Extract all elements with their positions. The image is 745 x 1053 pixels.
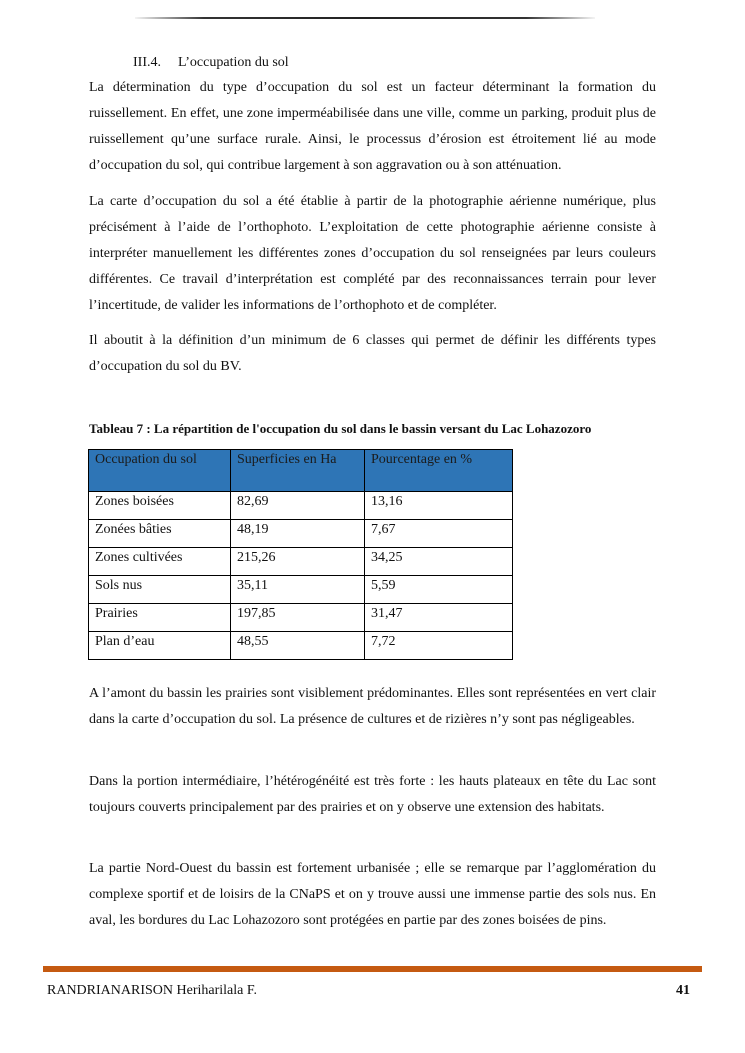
header-rule: [135, 17, 595, 19]
paragraph-5: Dans la portion intermédiaire, l’hétérogénéité est très forte : les hauts plateaux en tête du Lac sont toujours couverts principalement par des prairies et on y observe une extension des habitats.: [89, 774, 656, 815]
land-use-table: [88, 449, 513, 660]
header-cell: Occupation du sol: [89, 450, 231, 492]
table-cell: 48,19: [231, 520, 365, 548]
table-cell: Sols nus: [89, 576, 231, 604]
table-caption: Tableau 7 : La répartition de l'occupation du sol dans le bassin versant du Lac Lohazozoro: [89, 421, 592, 436]
table-cell: 7,72: [365, 632, 513, 660]
table-cell: Zones boisées: [89, 492, 231, 520]
table-row: [89, 604, 513, 632]
table-cell: 35,11: [231, 576, 365, 604]
paragraph-2: La carte d’occupation du sol a été établie à partir de la photographie aérienne numérique, plus précisément à l’aide de l’orthophoto. L’exploitation de cette photographie aérienne consiste à interpréter manuellement les différentes zones d’occupation du sol renseignées par leurs couleurs différentes. Ce travail d’interprétation est complété par des reconnaissances terrain pour lever l’incertitude, de valider les informations de l’orthophoto et de compléter.: [89, 194, 656, 313]
table-cell: Zonées bâties: [89, 520, 231, 548]
footer-author: RANDRIANARISON Heriharilala F.: [47, 983, 258, 998]
table-cell: Prairies: [89, 604, 231, 632]
footer-bar: [43, 966, 702, 972]
section-title: L’occupation du sol: [178, 55, 289, 70]
table-row: [89, 548, 513, 576]
table-row: [89, 492, 513, 520]
page-number: 41: [676, 983, 690, 998]
table-cell: 48,55: [231, 632, 365, 660]
section-number: III.4.: [133, 55, 161, 70]
table-row: [89, 520, 513, 548]
table-row: [89, 576, 513, 604]
table-cell: 7,67: [365, 520, 513, 548]
table-header-row: [89, 450, 513, 492]
paragraph-3: Il aboutit à la définition d’un minimum de 6 classes qui permet de définir les différents types d’occupation du sol du BV.: [89, 333, 656, 374]
header-cell: Pourcentage en %: [365, 450, 513, 492]
table-cell: 34,25: [365, 548, 513, 576]
section-heading: [133, 55, 289, 71]
paragraph-4: A l’amont du bassin les prairies sont visiblement prédominantes. Elles sont représentées en vert clair dans la carte d’occupation du sol. La présence de cultures et de rizières n’y sont pas négligeables.: [89, 686, 656, 727]
table-cell: 31,47: [365, 604, 513, 632]
table-cell: 82,69: [231, 492, 365, 520]
paragraph-6: La partie Nord-Ouest du bassin est fortement urbanisée ; elle se remarque par l’agglomération du complexe sportif et de loisirs de la CNaPS et on y trouve aussi une immense partie des sols nus. En aval, les bordures du Lac Lohazozoro sont protégées en partie par des zones boisées de pins.: [89, 861, 656, 928]
table-cell: 13,16: [365, 492, 513, 520]
table-cell: 197,85: [231, 604, 365, 632]
table-cell: Zones cultivées: [89, 548, 231, 576]
table-row: [89, 632, 513, 660]
table-cell: 215,26: [231, 548, 365, 576]
table-cell: 5,59: [365, 576, 513, 604]
paragraph-1: La détermination du type d’occupation du sol est un facteur déterminant la formation du ruissellement. En effet, une zone imperméabilisée dans une ville, comme un parking, produit plus de ruissellement qu’une surface rurale. Ainsi, le processus d’érosion est étroitement lié au mode d’occupation du sol, qui contribue largement à son aggravation ou à son atténuation.: [89, 80, 656, 173]
table-cell: Plan d’eau: [89, 632, 231, 660]
header-cell: Superficies en Ha: [231, 450, 365, 492]
